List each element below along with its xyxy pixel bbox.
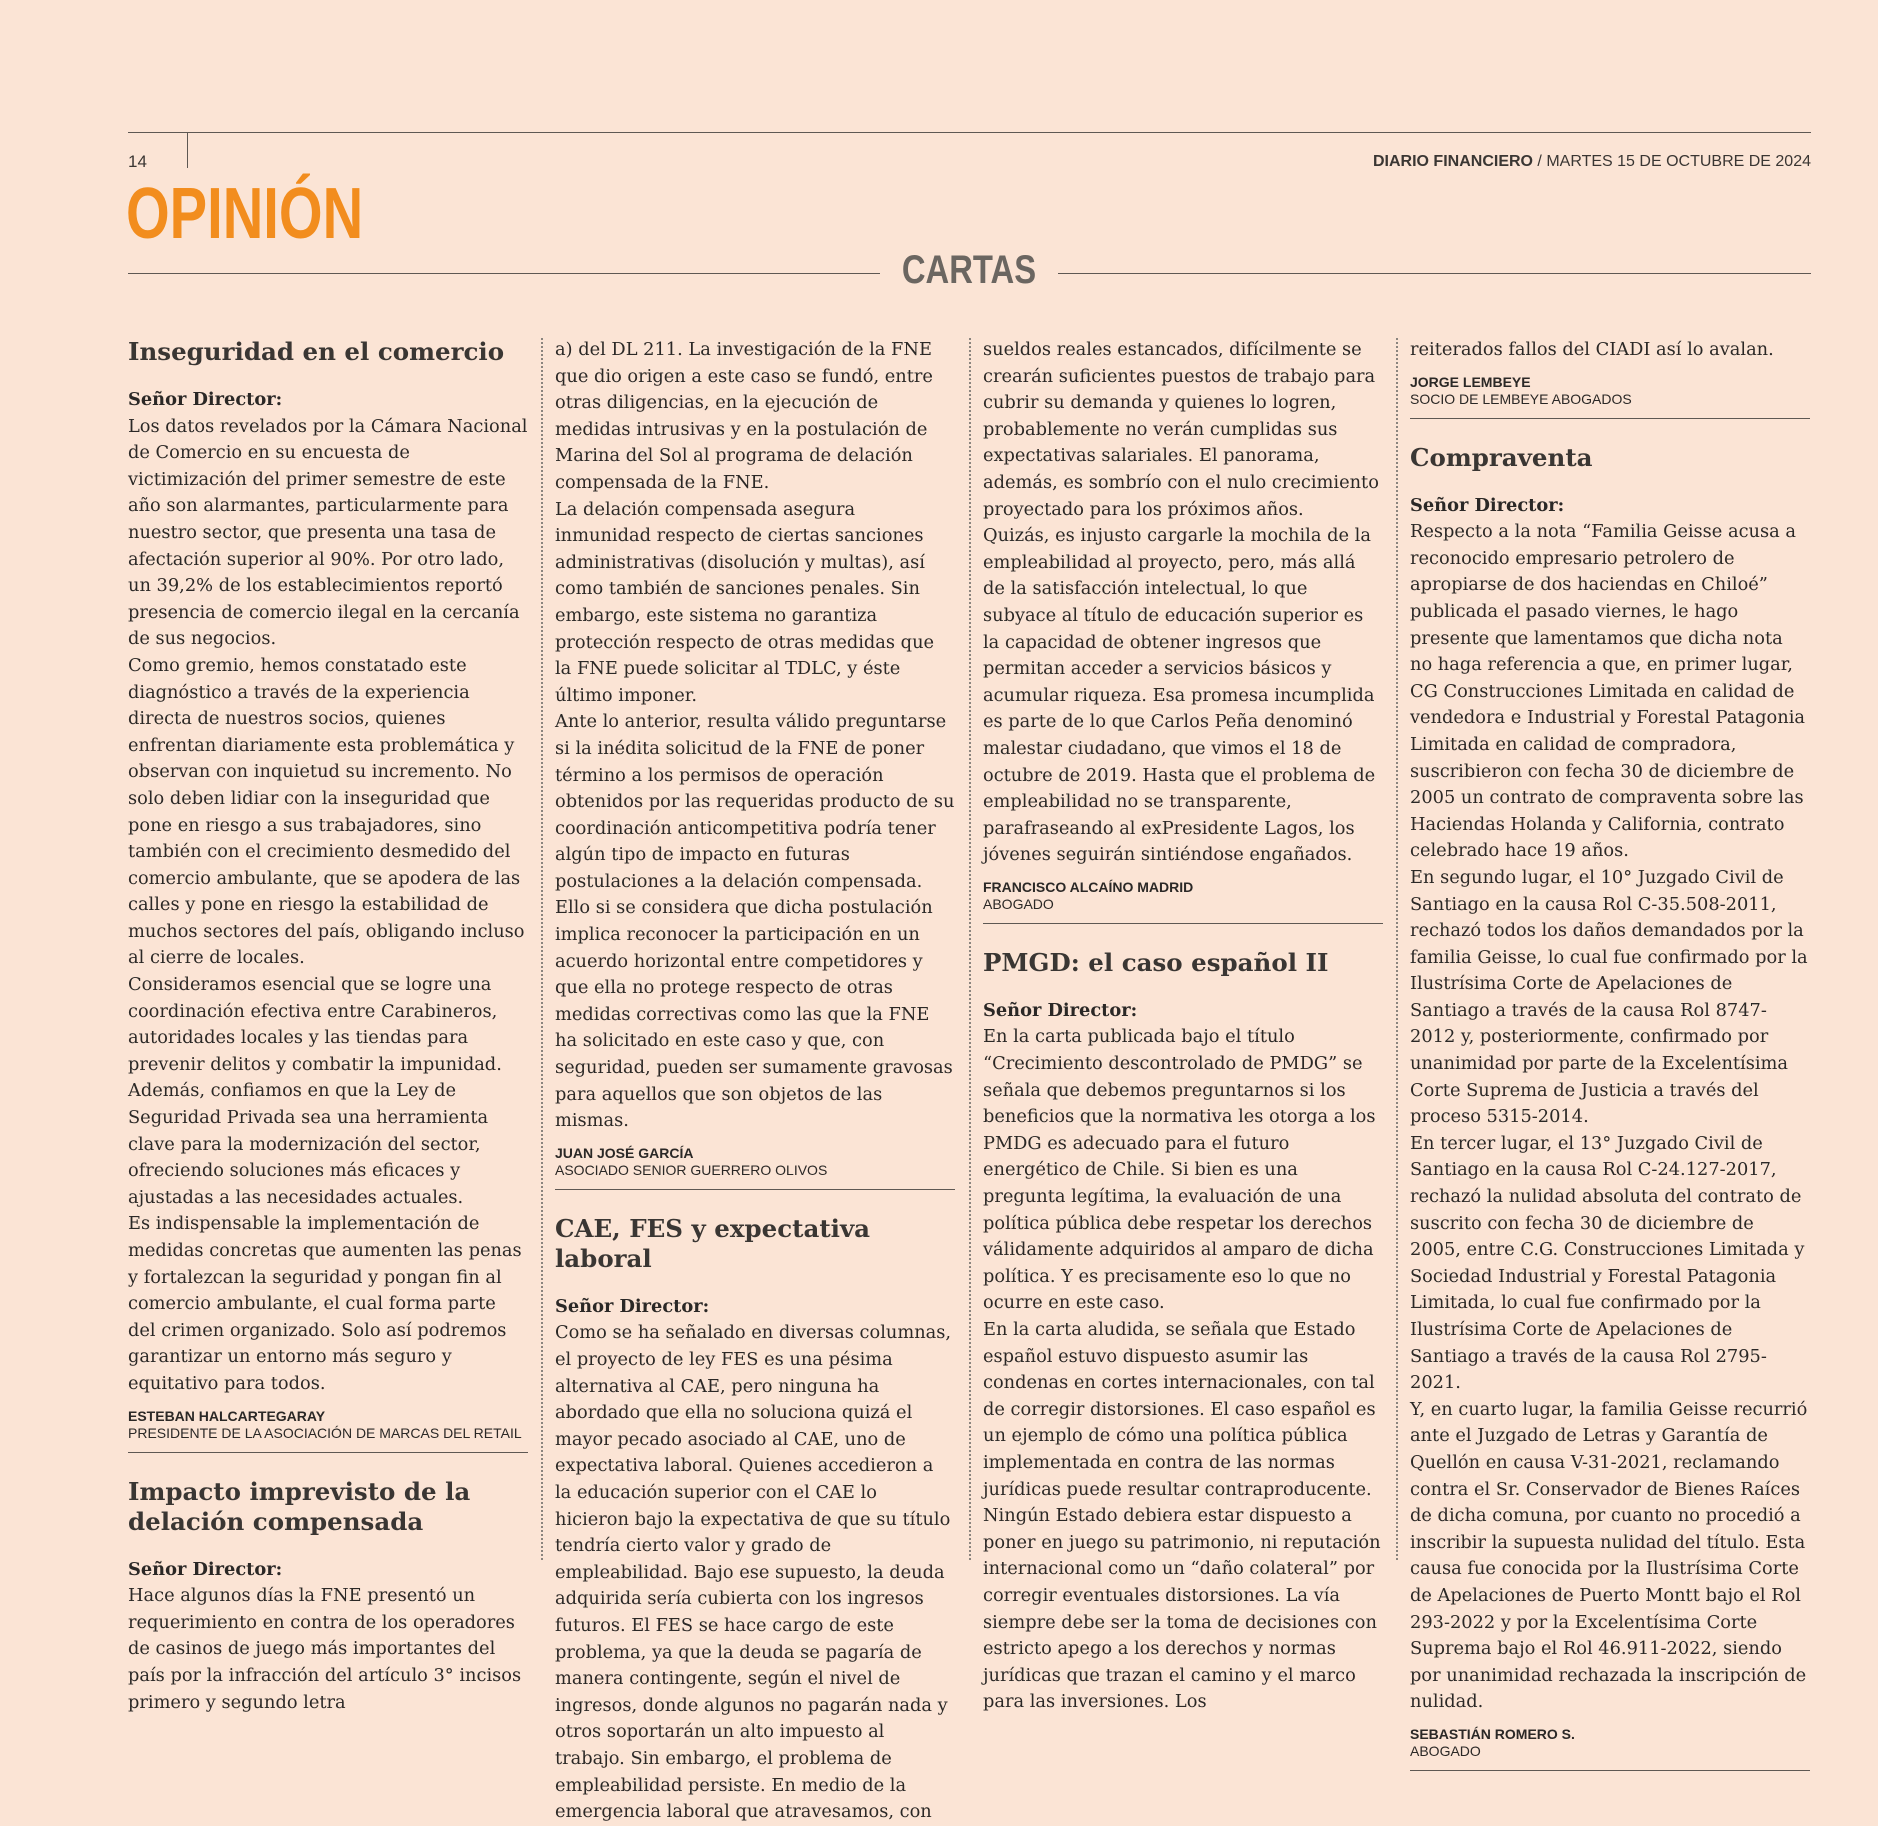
author-name: SEBASTIÁN ROMERO S.: [1410, 1725, 1575, 1742]
letter-greeting: Señor Director:: [983, 999, 1138, 1021]
letter-pmgd: [983, 948, 1383, 1716]
letter-paragraph: sueldos reales estancados, difícilmente se crearán suficientes puestos de trabajo para cubrir su demanda y quienes lo logren, probablemente no verán cumplidas sus expectativas salariales. El panorama, además, es sombrío con el nulo crecimiento proyectado para los próximos años.: [983, 339, 1379, 520]
letter-paragraph: Como se ha señalado en diversas columnas, el proyecto de ley FES es una pésima alternativa al CAE, pero ninguna ha abordado que ella no soluciona quizá el mayor pecado asociado al CAE, uno de expectativa laboral. Quienes accedieron a la educación superior con el CAE lo hicieron bajo la expectativa de que su título tendría cierto valor y grado de empleabilidad. Bajo ese supuesto, la deuda adquirida sería cubierta con los ingresos futuros. El FES se hace cargo de este problema, ya que la deuda se pagaría de manera contingente, según el nivel de ingresos, donde algunos no pagarán nada y otros soportarán un alto impuesto al trabajo. Sin embargo, el problema de empleabilidad persiste. En medio de la emergencia laboral que atravesamos, con: [555, 1322, 952, 1823]
letter-title: CAE, FES y expectativa laboral: [555, 1213, 871, 1273]
letter-separator: [128, 1452, 528, 1453]
letter-paragraph: reiterados fallos del CIADI así lo avalan.: [1410, 339, 1774, 360]
letter-compraventa: [1410, 443, 1810, 1760]
letter-paragraph: Hace algunos días la FNE presentó un requerimiento en contra de los operadores de casinos de juego más importantes del país por la infracción del artículo 3° incisos primero y segundo letra: [128, 1585, 522, 1713]
author-name: JORGE LEMBEYE: [1410, 373, 1531, 390]
letter-paragraph: Como gremio, hemos constatado este diagnóstico a través de la experiencia directa de nuestros socios, quienes enfrentan diariamente esta problemática y observan con inquietud su incremento. No solo deben lidiar con la inseguridad que pone en riesgo a sus trabajadores, sino también con el crecimiento desmedido del comercio ambulante, que se apodera de las calles y pone en riesgo la estabilidad de muchos sectores del país, obligando incluso al cierre de locales.: [128, 654, 525, 969]
column-divider: [1396, 338, 1398, 1560]
letter-greeting: Señor Director:: [128, 1558, 283, 1580]
letter-paragraph: Respecto a la nota “Familia Geisse acusa a reconocido empresario petrolero de apropiarse de dos haciendas en Chiloé” publicada el pasado viernes, le hago presente que lamentamos que dicha nota no haga referencia a que, en primer lugar, CG Construcciones Limitada en calidad de vendedora e Industrial y Forestal Patagonia Limitada en calidad de compradora, suscribieron con fecha 30 de diciembre de 2005 un contrato de compraventa sobre las Haciendas Holanda y California, contrato celebrado hace 19 años.: [1410, 521, 1805, 862]
subsection-title: CARTAS: [901, 248, 1037, 292]
letter-separator: [555, 1189, 955, 1190]
publication-date: / MARTES 15 DE OCTUBRE DE 2024: [1532, 153, 1811, 170]
author-name: JUAN JOSÉ GARCÍA: [555, 1144, 694, 1161]
letter-cae-continued: [983, 337, 1383, 913]
column-1: [128, 337, 528, 1716]
publication-name: DIARIO FINANCIERO: [1372, 153, 1533, 170]
author-name: FRANCISCO ALCAÍNO MADRID: [983, 878, 1194, 895]
letter-paragraph: En segundo lugar, el 10° Juzgado Civil de Santiago en la causa Rol C-35.508-2011, rechazó todos los daños demandados por la familia Geisse, lo cual fue confirmado por la Ilustrísima Corte de Apelaciones de Santiago a través de la causa Rol 8747-2012 y, posteriormente, confirmado por unanimidad por parte de la Excelentísima Corte Suprema de Justicia a través del proceso 5315-2014.: [1410, 866, 1808, 1128]
letter-paragraph: En la carta aludida, se señala que Estado español estuvo dispuesto asumir las condenas en cortes internacionales, con tal de corregir distorsiones. El caso español es un ejemplo de cómo una política pública implementada en contra de las normas jurídicas puede resultar contraproducente. Ningún Estado debiera estar dispuesto a poner en juego su patrimonio, ni reputación internacional como un “daño colateral” por corregir eventuales distorsiones. La vía siempre debe ser la toma de decisiones con estricto apego a los derechos y normas jurídicas que trazan el camino y el marco para las inversiones. Los: [983, 1319, 1381, 1713]
letter-paragraph: Quizás, es injusto cargarle la mochila de la empleabilidad al proyecto, pero, más allá de la satisfacción intelectual, lo que subyace al título de educación superior es la capacidad de obtener ingresos que permitan acceder a servicios básicos y acumular riqueza. Esa promesa incumplida es parte de lo que Carlos Peña denominó malestar ciudadano, que vimos el 18 de octubre de 2019. Hasta que el problema de empleabilidad no se transparente, parafraseando al exPresidente Lagos, los jóvenes seguirán sintiéndose engañados.: [983, 525, 1376, 866]
letter-seguridad: [128, 337, 528, 1442]
author-role: ABOGADO: [1410, 1742, 1481, 1759]
letter-paragraph: En la carta publicada bajo el título “Crecimiento descontrolado de PMDG” se señala que debemos preguntarnos si los beneficios que la normativa les otorga a los PMDG es adecuado para el futuro energético de Chile. Si bien es una pregunta legítima, la evaluación de una política pública debe respetar los derechos válidamente adquiridos al amparo de dicha política. Y es precisamente eso lo que no ocurre en este caso.: [983, 1026, 1376, 1314]
letter-paragraph: La delación compensada asegura inmunidad respecto de ciertas sanciones administrativas (disolución y multas), así como también de sanciones penales. Sin embargo, este sistema no garantiza protección respecto de otras medidas que la FNE puede solicitar al TDLC, y éste último imponer.: [555, 498, 935, 706]
letter-delacion: [128, 1477, 528, 1717]
letter-separator: [1410, 1770, 1810, 1771]
letter-pmgd-continued: [1410, 337, 1810, 408]
letter-title: Inseguridad en el comercio: [128, 337, 505, 366]
letter-paragraph: Es indispensable la implementación de medidas concretas que aumenten las penas y fortalezcan la seguridad y pongan fin al comercio ambulante, el cual forma parte del crimen organizado. Solo así podremos garantizar un entorno más seguro y equitativo para todos.: [128, 1213, 522, 1394]
letter-signature: [983, 879, 1383, 913]
subsection-rule-left: [128, 273, 880, 274]
column-3: [983, 337, 1383, 1716]
subsection-rule-right: [1058, 273, 1811, 274]
section-title: OPINIÓN: [126, 174, 364, 254]
letter-greeting: Señor Director:: [555, 1295, 710, 1317]
author-role: ABOGADO: [983, 895, 1054, 912]
letter-signature: [128, 1408, 528, 1442]
letter-signature: [555, 1145, 955, 1179]
letter-paragraph: Consideramos esencial que se logre una coordinación efectiva entre Carabineros, autoridades locales y las tiendas para prevenir delitos y combatir la impunidad. Además, confiamos en que la Ley de Seguridad Privada sea una herramienta clave para la modernización del sector, ofreciendo soluciones más eficaces y ajustadas a las necesidades actuales.: [128, 974, 502, 1208]
letter-paragraph: Ante lo anterior, resulta válido preguntarse si la inédita solicitud de la FNE de poner término a los permisos de operación obtenidos por las requeridas producto de su coordinación anticompetitiva podría tener algún tipo de impacto en futuras postulaciones a la delación compensada. Ello si se considera que dicha postulación implica reconocer la participación en un acuerdo horizontal entre competidores y que ella no protege respecto de otras medidas correctivas como las que la FNE ha solicitado en este caso y que, con seguridad, pueden ser sumamente gravosas para aquellos que son objetos de las mismas.: [555, 711, 955, 1132]
column-2: [555, 337, 955, 1826]
letter-cae: [555, 1214, 955, 1826]
letter-greeting: Señor Director:: [128, 389, 283, 410]
letter-title: Impacto imprevisto de la delación compensada: [128, 1476, 471, 1536]
page-number-divider: [187, 132, 188, 168]
letter-separator: [1410, 418, 1810, 419]
column-divider: [541, 338, 543, 1560]
letter-paragraph: En tercer lugar, el 13° Juzgado Civil de Santiago en la causa Rol C-24.127-2017, rechazó la nulidad absoluta del contrato de suscrito con fecha 30 de diciembre de 2005, entre C.G. Construcciones Limitada y Sociedad Industrial y Forestal Patagonia Limitada, lo cual fue confirmado por la Ilustrísima Corte de Apelaciones de Santiago a través de la causa Rol 2795-2021.: [1410, 1132, 1805, 1394]
letter-title: Compraventa: [1410, 442, 1593, 472]
letter-greeting: Señor Director:: [1410, 494, 1565, 516]
header-rule: [128, 132, 1811, 133]
letter-paragraph: a) del DL 211. La investigación de la FNE que dio origen a este caso se fundó, entre otras diligencias, en la ejecución de medidas intrusivas y en la postulación de Marina del Sol al programa de delación compensada de la FNE.: [555, 339, 933, 493]
author-role: PRESIDENTE DE LA ASOCIACIÓN DE MARCAS DEL RETAIL: [128, 1424, 522, 1441]
letter-title: PMGD: el caso español II: [983, 947, 1329, 977]
column-divider: [969, 338, 971, 1560]
letter-delacion-continued: [555, 337, 955, 1179]
author-role: SOCIO DE LEMBEYE ABOGADOS: [1410, 390, 1632, 407]
letter-paragraph: Los datos revelados por la Cámara Nacional de Comercio en su encuesta de victimización del primer semestre de este año son alarmantes, particularmente para nuestro sector, que presenta una tasa de afectación superior al 90%. Por otro lado, un 39,2% de los establecimientos reportó presencia de comercio ilegal en la cercanía de sus negocios.: [128, 415, 528, 650]
letter-signature: [1410, 1726, 1810, 1760]
letter-signature: [1410, 374, 1810, 408]
letter-paragraph: Y, en cuarto lugar, la familia Geisse recurrió ante el Juzgado de Letras y Garantía de Quellón en causa V-31-2021, reclamando contra el Sr. Conservador de Bienes Raíces de dicha comuna, por cuanto no procedió a inscribir la supuesta nulidad del título. Esta causa fue conocida por la Ilustrísima Corte de Apelaciones de Puerto Montt bajo el Rol 293-2022 y por la Excelentísima Corte Suprema bajo el Rol 46.911-2022, siendo por unanimidad rechazada la inscripción de nulidad.: [1410, 1398, 1808, 1713]
letter-separator: [983, 923, 1383, 924]
page-number: 14: [128, 152, 147, 171]
author-name: ESTEBAN HALCARTEGARAY: [128, 1407, 326, 1424]
column-4: [1410, 337, 1810, 1795]
masthead: [1373, 153, 1811, 171]
author-role: ASOCIADO SENIOR GUERRERO OLIVOS: [555, 1161, 828, 1178]
